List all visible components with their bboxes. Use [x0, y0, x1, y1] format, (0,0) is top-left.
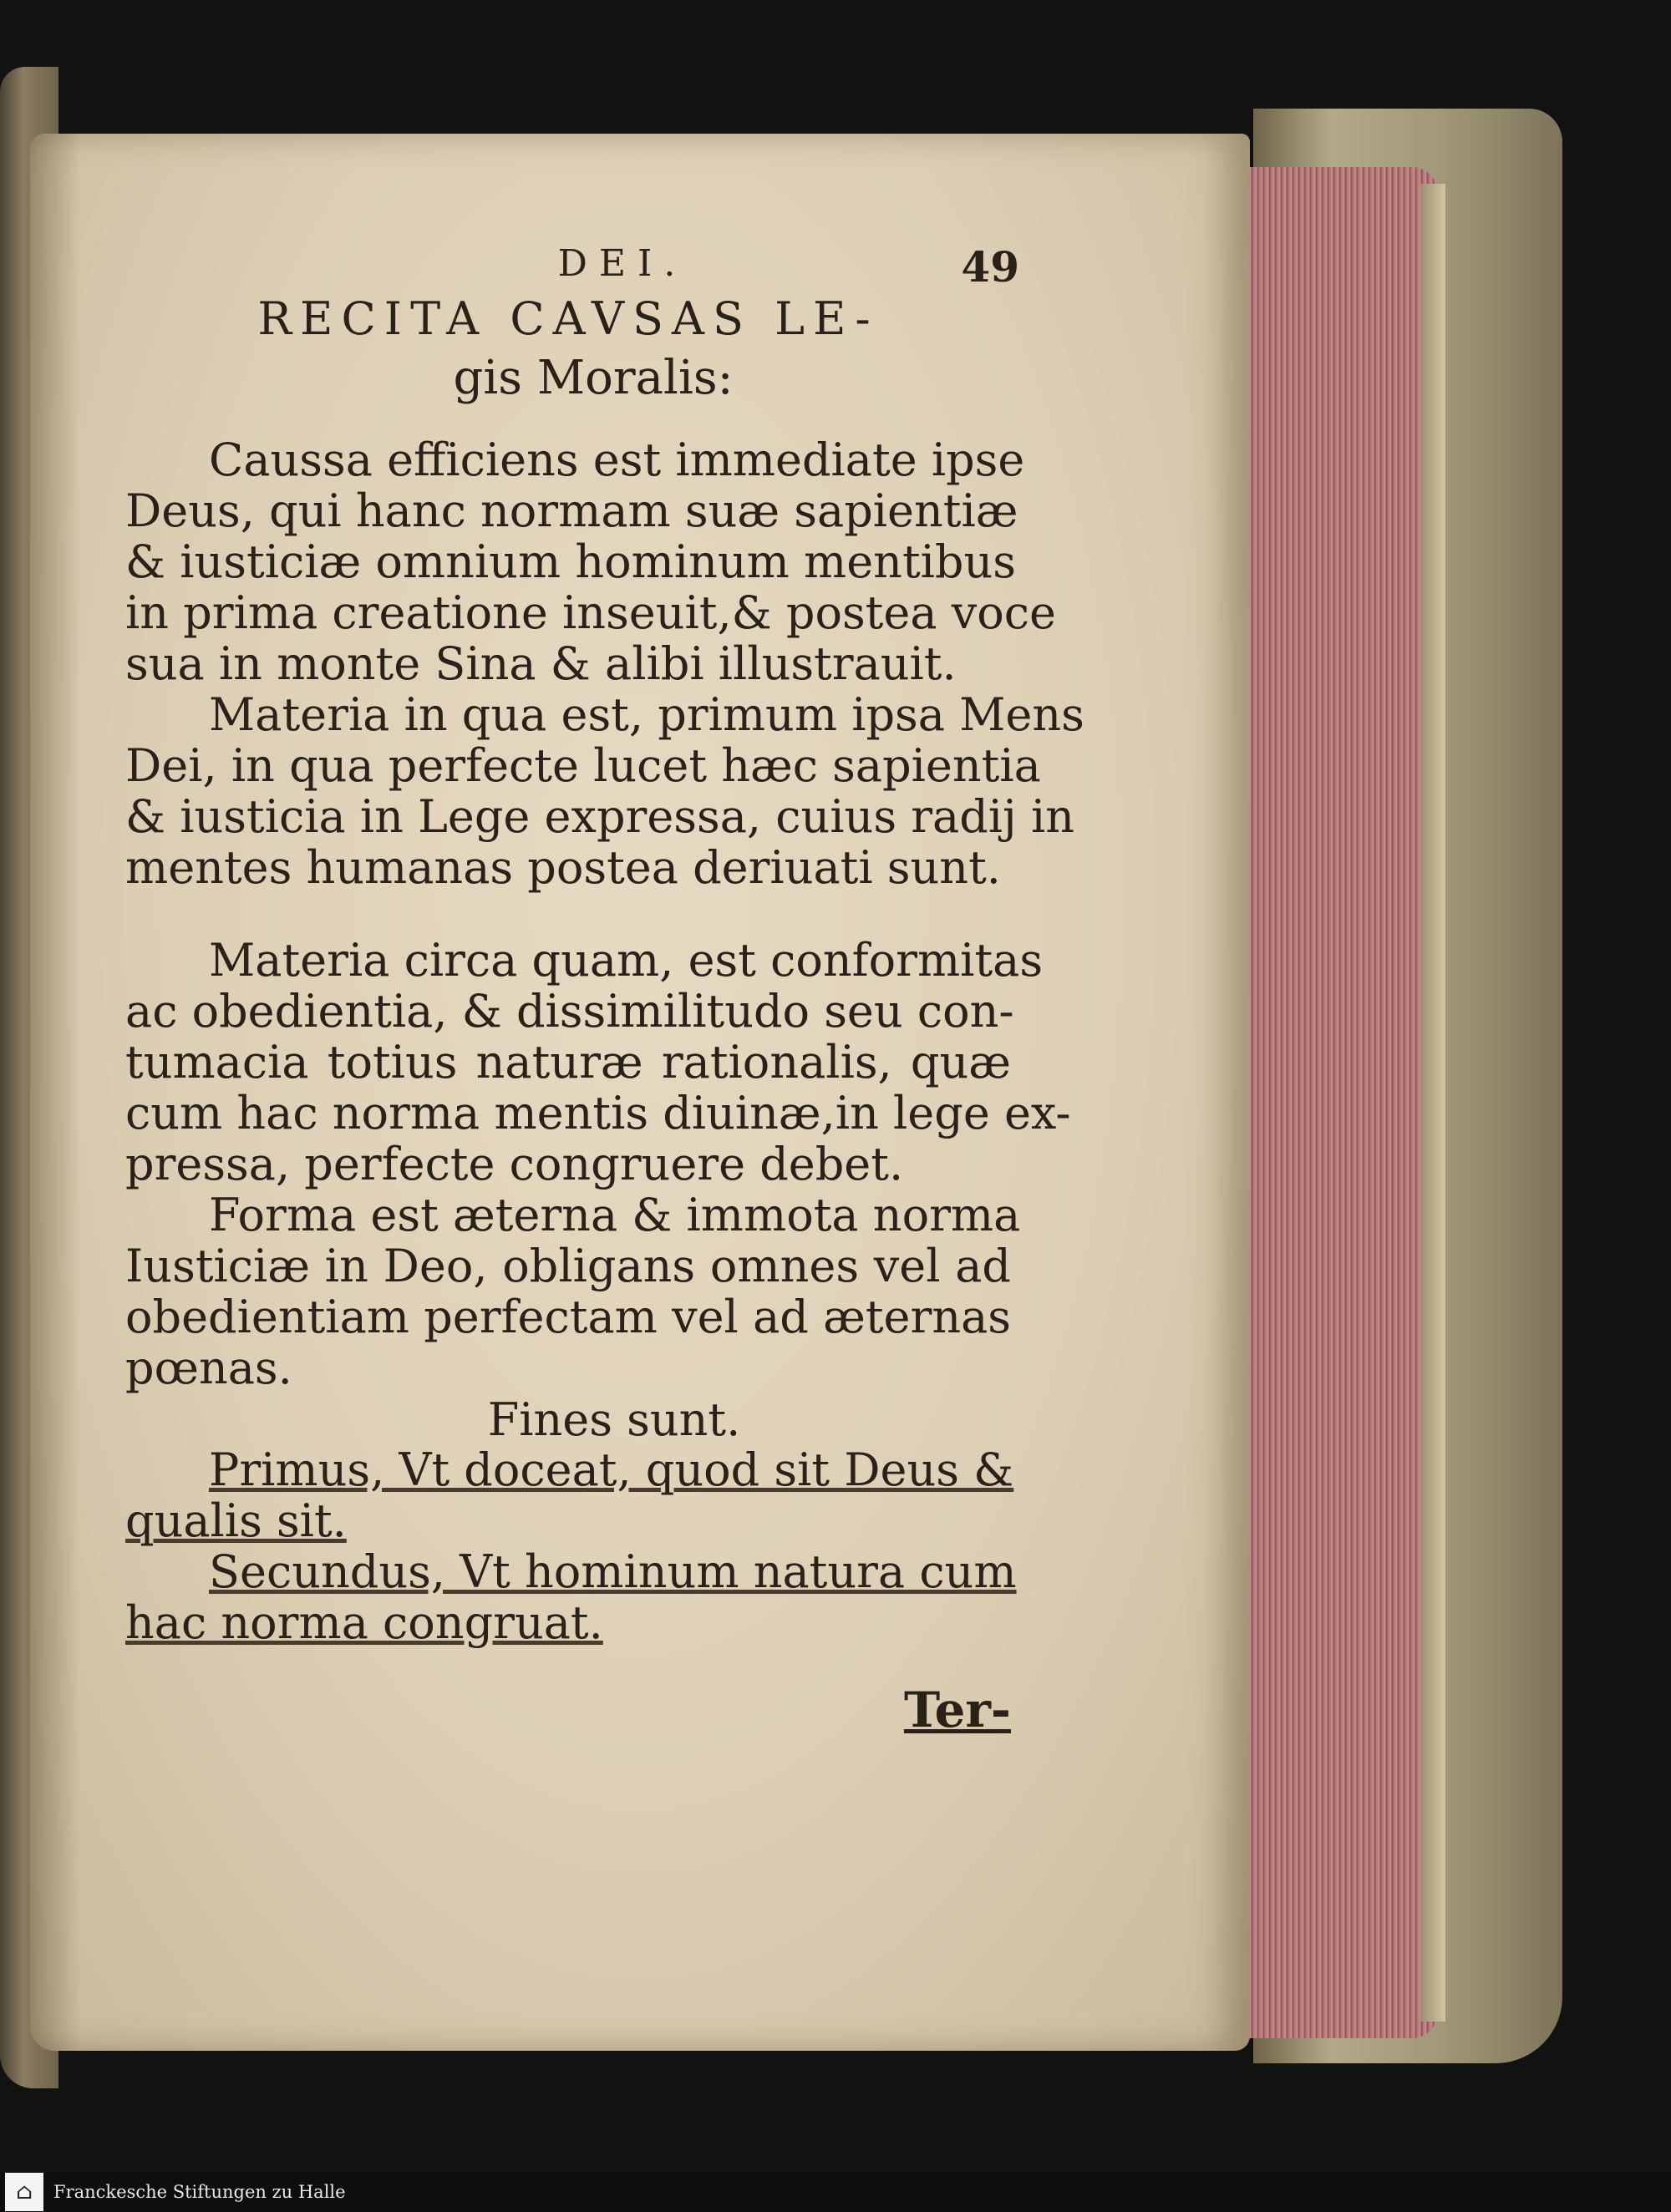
text-line: pœnas. [125, 1342, 292, 1394]
text-line: Materia in qua est, primum ipsa Mens [209, 688, 1084, 741]
text-line: qualis sit. [125, 1494, 347, 1547]
text-line: Dei, in qua perfecte lucet hæc sapientia [125, 739, 1041, 792]
paragraph-gap [125, 893, 1011, 935]
running-head-text: DEI. [557, 242, 688, 285]
text-line: Caussa efficiens est immediate ipse [209, 434, 1025, 486]
text-line: Forma est æterna & immota norma [209, 1189, 1021, 1241]
section-subtitle: gis Moralis: [453, 351, 734, 405]
catchword: Ter- [903, 1682, 1011, 1738]
text-line: tumacia totius naturæ rationalis, quæ [125, 1036, 1011, 1088]
text-line: & iusticia in Lege expressa, cuius radij in [125, 790, 1075, 843]
franckesche-stiftungen-logo-icon[interactable]: ⌂ [5, 2173, 43, 2211]
text-line: mentes humanas postea deriuati sunt. [125, 841, 1001, 894]
text-line: Materia circa quam, est conformitas [209, 934, 1044, 987]
text-line: sua in monte Sina & alibi illustrauit. [125, 637, 957, 690]
text-line: Secundus, Vt hominum natura cum [209, 1545, 1017, 1598]
text-line: in prima creatione inseuit,& postea voce [125, 586, 1056, 639]
text-line: cum hac norma mentis diuinæ,in lege ex- [125, 1087, 1071, 1139]
page-edges [1237, 167, 1437, 2038]
text-line: obedientiam perfectam vel ad æternas [125, 1291, 1011, 1343]
section-title: RECITA CAVSAS LE- [257, 292, 879, 345]
page-edge-highlight [1420, 184, 1445, 2022]
fines-heading: Fines sunt. [487, 1393, 741, 1446]
text-line: Iusticiæ in Deo, obligans omnes vel ad [125, 1240, 1011, 1292]
text-line: Deus, qui hanc normam suæ sapientiæ [125, 485, 1018, 537]
text-line: ac obedientia, & dissimilitudo seu con- [125, 985, 1014, 1038]
gutter-shadow [30, 134, 80, 2051]
running-head [234, 242, 1019, 292]
text-line: pressa, perfecte congruere debet. [125, 1138, 904, 1190]
text-line: Primus, Vt doceat, quod sit Deus & [209, 1443, 1014, 1496]
institution-name: Franckesche Stiftungen zu Halle [53, 2182, 346, 2202]
page-number: 49 [961, 242, 1019, 292]
footer-bar [0, 2172, 1671, 2212]
text-line: hac norma congruat. [125, 1596, 603, 1649]
page-text [125, 242, 1084, 1738]
text-line: & iusticiæ omnium hominum mentibus [125, 535, 1016, 588]
